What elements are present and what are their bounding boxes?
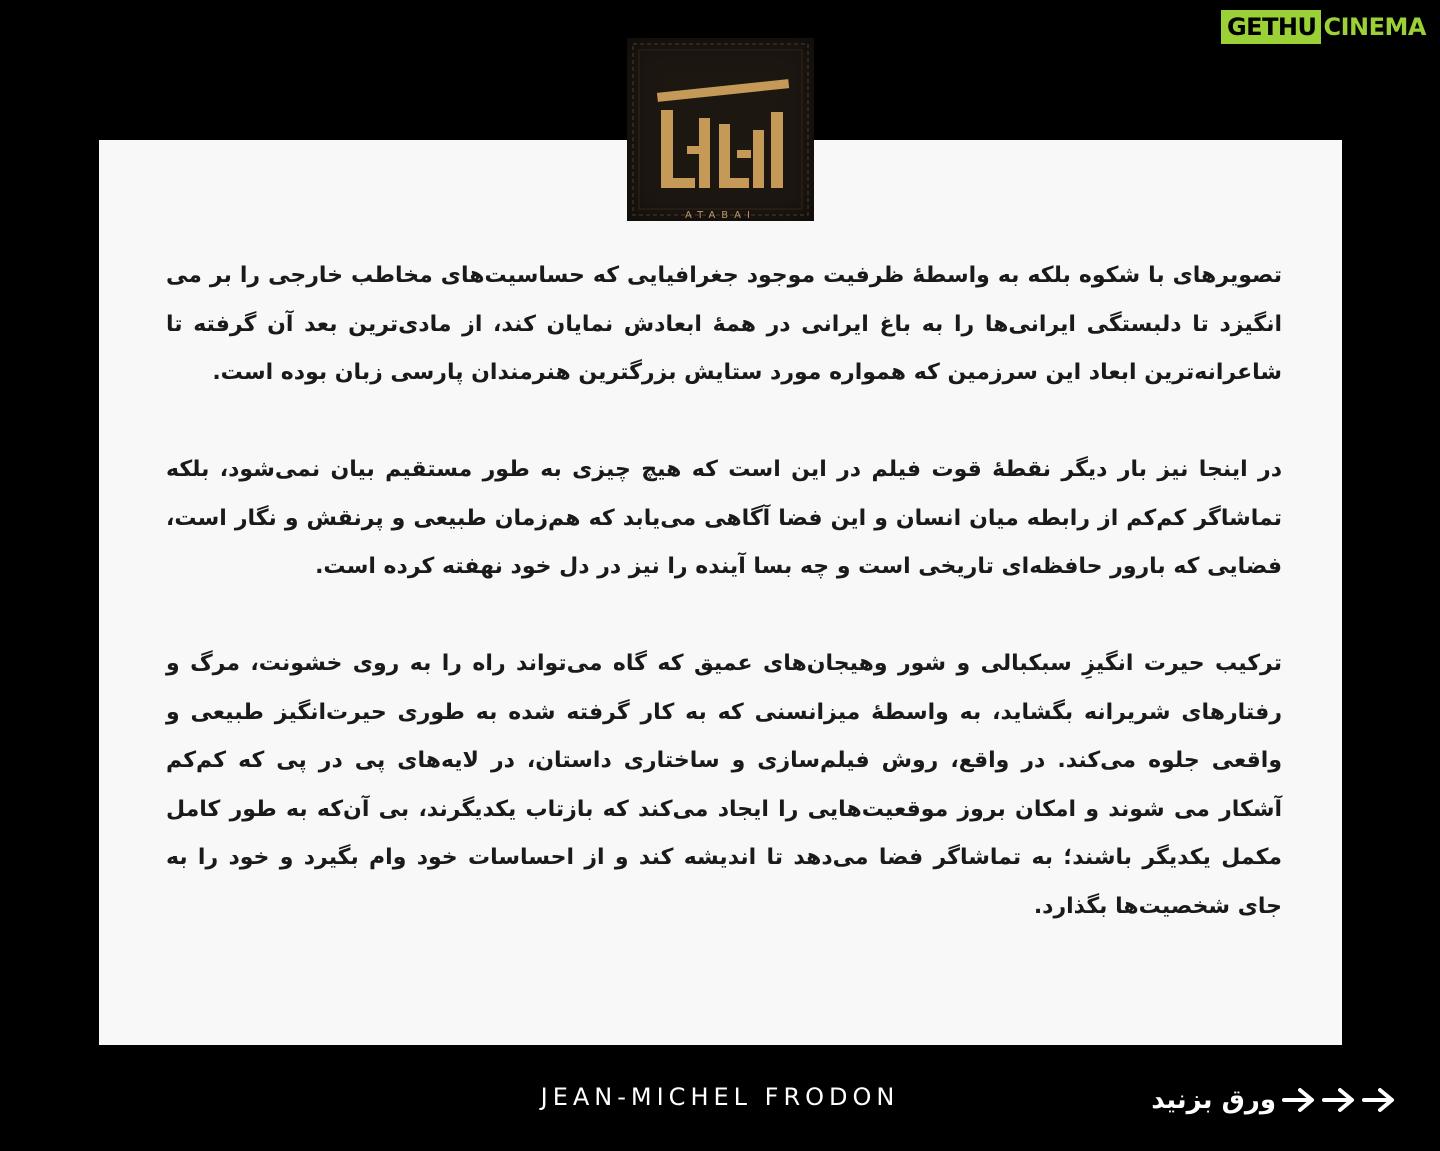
brand-part-2: CINEMA	[1321, 10, 1432, 44]
film-logo	[627, 38, 814, 221]
swipe-next[interactable]	[1151, 1078, 1400, 1122]
arrows	[1280, 1078, 1400, 1122]
author-name: JEAN-MICHEL FRODON	[540, 1083, 900, 1111]
paragraph-2: در اینجا نیز بار دیگر نقطهٔ قوت فیلم در این است که هیچ چیزی به طور مستقیم بیان نمی‌شود، بلکه تماشاگر کم‌کم از رابطه میان انسان و این فضا آگاهی می‌یابد که هم‌زمان طبیعی و پرنقش و نگار است، فضایی که بارور حافظه‌ای تاریخی است و چه بسا آینده را نیز در دل خود نهفته کرده است.	[166, 457, 1282, 579]
article-body	[166, 252, 1282, 980]
film-logo-emblem	[627, 38, 814, 221]
paragraph-3: ترکیب حیرت انگیزِ سبکبالی و شور وهیجان‌های عمیق که گاه می‌تواند راه را به روی خشونت، مرگ و رفتارهای شریرانه بگشاید، به واسطهٔ میزانسنی که به کار گرفته شده به طوری حیرت‌انگیز طبیعی و واقعی جلوه می‌کند. در واقع، روش فیلم‌سازی و ساختاری داستان، در لایه‌های پی در پی که کم‌کم آشکار می شوند و امکان بروز موقعیت‌هایی را ایجاد می‌کند که بازتاب یکدیگرند، بی آن‌که به طور کامل مکمل یکدیگر باشند؛ به تماشاگر فضا می‌دهد تا اندیشه کند و از احساسات خود وام بگیرد و خود را به جای شخصیت‌ها بگذارد.	[166, 651, 1282, 919]
arrow-right-icon	[1280, 1078, 1320, 1122]
logo-subtitle: ATABAI	[685, 210, 756, 221]
brand-part-1: GETHU	[1221, 10, 1321, 44]
brand-logo	[1221, 10, 1432, 44]
arrow-right-icon	[1360, 1078, 1400, 1122]
arrow-right-icon	[1320, 1078, 1360, 1122]
paragraph-1: تصویرهای با شکوه بلکه به واسطهٔ ظرفیت موجود جغرافیایی که حساسیت‌های مخاطب خارجی را بر می انگیزد تا دلبستگی ایرانی‌ها را به باغ ایرانی در همهٔ ابعادش نمایان کند، از مادی‌ترین بعد آن گرفته تا شاعرانه‌ترین ابعاد این سرزمین که همواره مورد ستایش بزرگترین هنرمندان پارسی زبان بوده است.	[166, 263, 1282, 385]
swipe-label: ورق بزنید	[1151, 1085, 1276, 1115]
